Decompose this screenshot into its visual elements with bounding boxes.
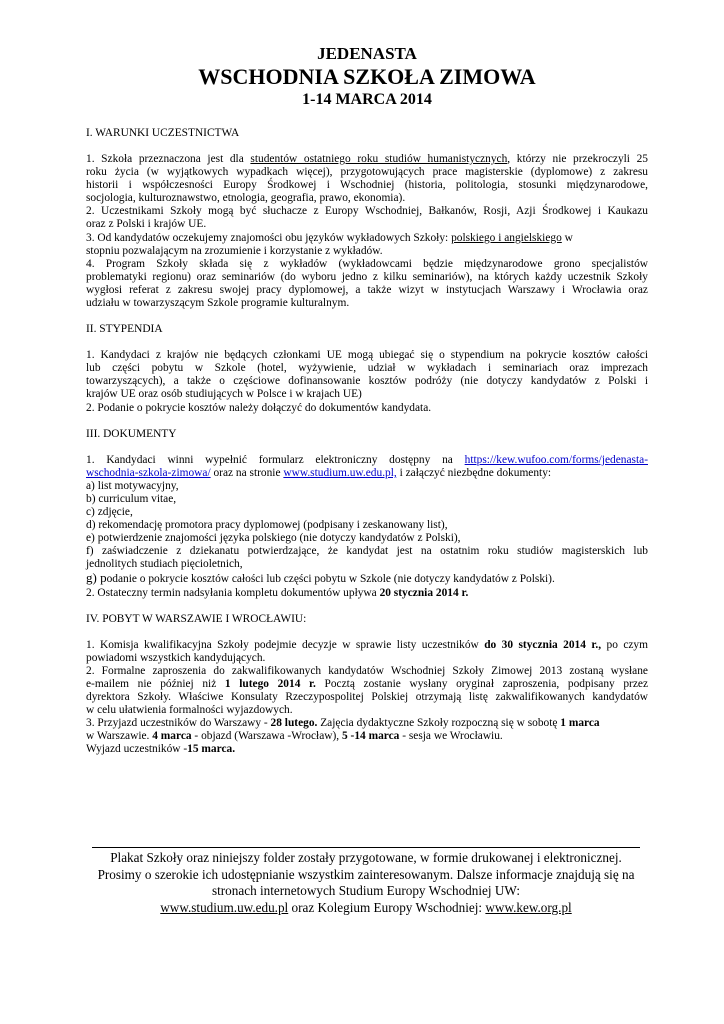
conditions-paragraph-4: 4. Program Szkoły składa się z wykładów (wykładowcami będzie międzynarodowe grono specjalistów	[86, 257, 648, 270]
document-item: f) zaświadczenie z dziekanatu potwierdzające, że kandydat jest na ostatnim roku studiów magisterskich lub	[86, 545, 648, 558]
underlined-languages: polskiego i angielskiego	[451, 231, 562, 244]
section-heading-documents: III. DOKUMENTY	[86, 427, 177, 440]
footer-kew-link[interactable]: www.kew.org.pl	[485, 899, 572, 915]
documents-paragraph: 1. Kandydaci winni wypełnić formularz elektroniczny dostępny na https://kew.wufoo.com/forms/jedenasta- wschodnia-szkola-zimowa/ oraz na stronie www.studium.uw.edu.pl, i załączyć niezbędne dokumenty: a) list motywacyjny, b) curriculum vitae, c) zdjęcie, d) rekomendację promotora pracy dyplomowej (podpisany i zeskanowany list), e) potwierdzenie znajomości języka polskiego (nie dotyczy kandydatów z Polski), f) zaświadczenie z dziekanatu potwierdzające, że kandydat jest na ostatnim roku studiów magisterskich lub jednolitych studiach pięcioletnich, g) podanie o pokrycie kosztów całości lub części pobytu w Szkole (nie dotyczy kandydatów z Polski). 2. Ostateczny termin nadsyłania kompletu dokumentów upływa 20 stycznia 2014 r.	[86, 453, 648, 599]
document-page	[86, 40, 648, 756]
document-item: c) zdjęcie,	[86, 505, 133, 518]
document-item: b) curriculum vitae,	[86, 492, 177, 505]
conditions-paragraph-1: 1. Szkoła przeznaczona jest dla studentów ostatniego roku studiów humanistycznych, którzy nie przekroczyli 25 roku życia (w wyjątkowych wypadkach więcej), przygotowujących prace magisterskie (dyplomowe) z zakresu historii i współczesności Europy Środkowej i Wschodniej (historia, politologia, stosunki międzynarodowe, socjologia, kulturoznawstwo, etnologia, geografia, prawo, ekonomia). 2. Uczestnikami Szkoły mogą być słuchacze z Europy Wschodniej, Bałkanów, Rosji, Azji Środkowej i Kaukazu oraz z Polski i krajów UE. 3. Od kandydatów oczekujemy znajomości obu języków wykładowych Szkoły: polskiego i angielskiego w stopniu pozwalającym na zrozumienie i korzystanie z wykładów. 4. Program Szkoły składa się z wykładów (wykładowcami będzie międzynarodowe grono specjalistów problematyki regionu) oraz seminariów (do wyboru jedno z kilku seminariów), na których każdy uczestnik Szkoły wygłosi referat z zakresu swojej pracy dyplomowej, a także wizyt w instytucjach Warszawy i Wrocławia oraz udziału w towarzyszącym Szkole programie kulturalnym.	[86, 153, 648, 310]
document-item: g) podanie o pokrycie kosztów całości lub części pobytu w Szkole (nie dotyczy kandydatów z Polski).	[86, 570, 555, 586]
title-dates: 1-14 MARCA 2014	[302, 91, 432, 108]
deadline-line: 2. Ostateczny termin nadsyłania kompletu dokumentów upływa 20 stycznia 2014 r.	[86, 586, 469, 599]
stay-paragraph: 1. Komisja kwalifikacyjna Szkoły podejmie decyzje w sprawie listy uczestników do 30 stycznia 2014 r., po czym powiadomi wszystkich kandydujących. 2. Formalne zaproszenia do zakwalifikowanych kandydatów Wschodniej Szkoły Zimowej 2013 zostaną wysłane e-mailem nie później niż 1 lutego 2014 r. Pocztą zostanie wysłany oryginał zaproszenia, podpisany przez dyrektora Szkoły. Właściwe Konsulaty Rzeczypospolitej Polskiej otrzymają listę zakwalifikowanych kandydatów w celu ułatwienia formalności wyjazdowych. 3. Przyjazd uczestników do Warszawy - 28 lutego. Zajęcia dydaktyczne Szkoły rozpoczną się w sobotę 1 marca w Warszawie. 4 marca - objazd (Warszawa -Wrocław), 5 -14 marca - sesja we Wrocławiu. Wyjazd uczestników -15 marca.	[86, 638, 649, 756]
scholarships-paragraph: 1. Kandydaci z krajów nie będących członkami UE mogą ubiegać się o stypendium na pokrycie kosztów całości lub części pobytu w Szkole (hotel, wyżywienie, udział w wykładach i seminariach oraz imprezach towarzyszących), a także o częściowe dofinansowanie kosztów podróży (nie dotyczy kandydatów z Polski i krajów UE oraz osób studiujących w Polsce i w krajach UE) 2. Podanie o pokrycie kosztów należy dołączyć do dokumentów kandydata.	[86, 349, 648, 414]
footer-note: Plakat Szkoły oraz niniejszy folder zostały przygotowane, w formie drukowanej i elektronicznej. Prosimy o szerokie ich udostępnianie wszystkim zainteresowanym. Dalsze informacje znajdują się na stronach internetowych Studium Europy Wschodniej UW: www.studium.uw.edu.pl oraz Kolegium Europy Wschodniej: www.kew.org.pl	[97, 850, 635, 915]
underlined-target-group: studentów ostatniego roku studiów humanistycznych	[250, 153, 508, 165]
wufoo-form-link[interactable]: https://kew.wufoo.com/forms/jedenasta-	[464, 453, 648, 466]
title-block	[86, 44, 648, 110]
footer-divider	[92, 847, 640, 848]
title-school: WSCHODNIA SZKOŁA ZIMOWA	[198, 64, 536, 89]
section-heading-conditions: I. WARUNKI UCZESTNICTWA	[86, 127, 240, 139]
section-heading-scholarships: II. STYPENDIA	[86, 323, 163, 336]
document-item: a) list motywacyjny,	[86, 479, 179, 492]
title-edition: JEDENASTA	[317, 44, 417, 63]
document-item: e) potwierdzenie znajomości języka polskiego (nie dotyczy kandydatów z Polski),	[86, 532, 461, 545]
studium-link[interactable]: www.studium.uw.edu.pl,	[283, 466, 397, 479]
conditions-paragraph-2: 2. Uczestnikami Szkoły mogą być słuchacze z Europy Wschodniej, Bałkanów, Rosji, Azji Środkowej i Kaukazu	[86, 205, 648, 218]
section-heading-stay: IV. POBYT W WARSZAWIE I WROCŁAWIU:	[86, 612, 307, 625]
wufoo-form-link-continued[interactable]: wschodnia-szkola-zimowa/	[86, 466, 211, 479]
document-item: d) rekomendację promotora pracy dyplomowej (podpisany i zeskanowany list),	[86, 519, 448, 532]
footer-studium-link[interactable]: www.studium.uw.edu.pl	[160, 899, 289, 915]
conditions-paragraph-3: 3. Od kandydatów oczekujemy znajomości obu języków wykładowych Szkoły: polskiego i angielskiego w	[86, 231, 573, 244]
